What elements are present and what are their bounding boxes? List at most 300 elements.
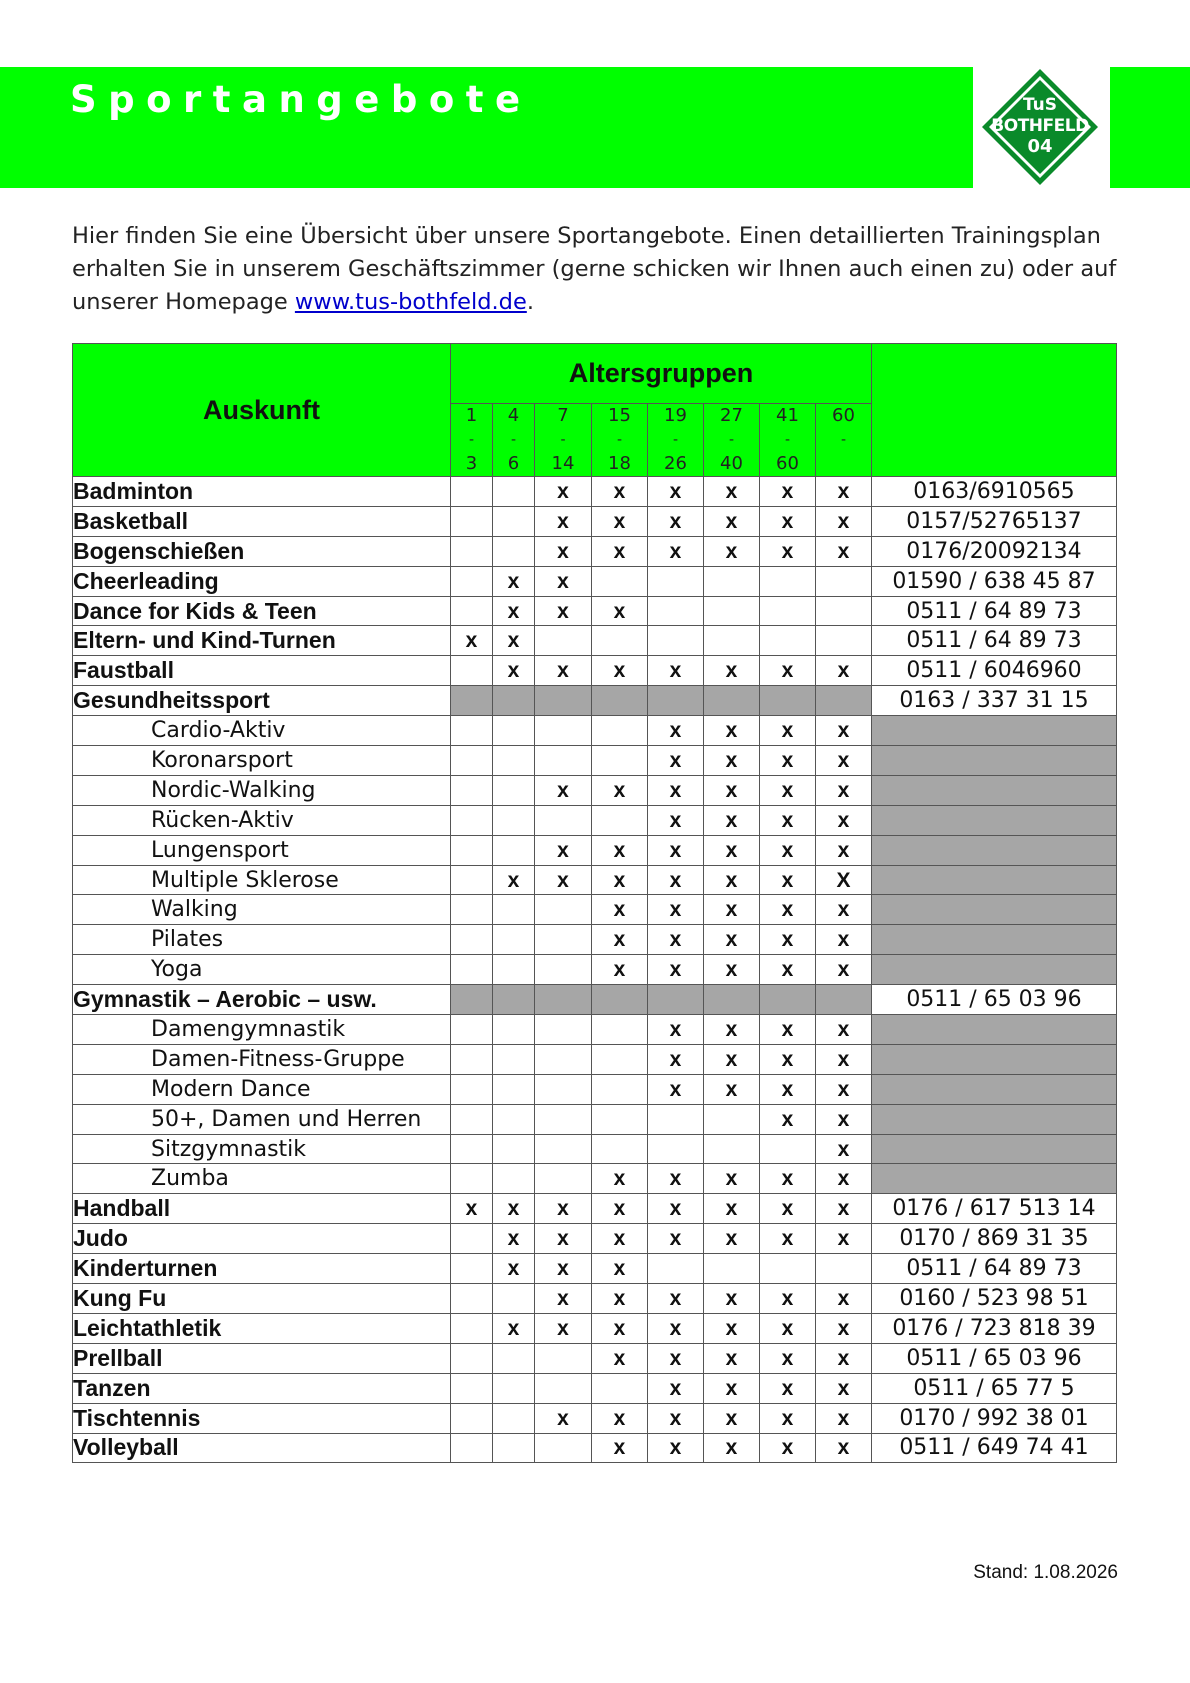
age-mark-cell: x (816, 1015, 872, 1045)
age-mark-cell: x (704, 1164, 760, 1194)
age-mark-cell (816, 596, 872, 626)
age-mark-cell: x (760, 865, 816, 895)
age-mark-cell: x (760, 1433, 816, 1463)
age-mark-cell: x (648, 865, 704, 895)
age-mark-cell (451, 746, 493, 776)
age-mark-cell (451, 1015, 493, 1045)
age-mark-cell (493, 1074, 535, 1104)
age-mark-cell: x (648, 1074, 704, 1104)
age-mark-cell: x (535, 1403, 592, 1433)
table-row (73, 835, 1117, 865)
age-to: 60 (776, 453, 799, 474)
age-mark-cell (816, 1254, 872, 1284)
phone-number: 0163/6910565 (872, 477, 1117, 507)
age-mark-cell: x (816, 1373, 872, 1403)
age-mark-cell: x (760, 536, 816, 566)
age-mark-cell (493, 716, 535, 746)
age-mark-cell: x (704, 1284, 760, 1314)
sport-name: Cheerleading (73, 566, 451, 596)
age-mark-cell (648, 1254, 704, 1284)
age-mark-cell: x (535, 1194, 592, 1224)
table-row (73, 1194, 1117, 1224)
age-mark-cell: x (648, 1044, 704, 1074)
age-mark-cell (493, 746, 535, 776)
age-mark-cell: x (760, 1284, 816, 1314)
age-mark-cell: x (592, 895, 648, 925)
age-mark-cell: x (816, 895, 872, 925)
age-mark-cell (535, 1104, 592, 1134)
age-group-header: 4 - 6 (493, 404, 535, 477)
column-header-phone (872, 344, 1117, 477)
age-mark-cell: x (648, 1164, 704, 1194)
age-mark-cell: x (760, 1224, 816, 1254)
sub-sport-name: Nordic-Walking (73, 775, 451, 805)
age-mark-cell (592, 985, 648, 1015)
table-row (73, 536, 1117, 566)
age-mark-cell (451, 925, 493, 955)
age-mark-cell: x (760, 775, 816, 805)
age-mark-cell: x (648, 925, 704, 955)
club-logo (976, 63, 1104, 191)
age-mark-cell: x (535, 1224, 592, 1254)
age-mark-cell: x (816, 656, 872, 686)
sport-name: Leichtathletik (73, 1313, 451, 1343)
age-mark-cell (451, 775, 493, 805)
age-mark-cell (493, 775, 535, 805)
age-mark-cell (592, 686, 648, 716)
age-mark-cell (592, 1134, 648, 1164)
age-mark-cell: x (704, 1403, 760, 1433)
age-mark-cell: x (816, 775, 872, 805)
table-row (73, 746, 1117, 776)
age-mark-cell: x (760, 895, 816, 925)
age-mark-cell: x (648, 1224, 704, 1254)
age-mark-cell: x (704, 1015, 760, 1045)
phone-number: 0511 / 64 89 73 (872, 626, 1117, 656)
age-mark-cell (535, 1433, 592, 1463)
age-mark-cell: x (816, 746, 872, 776)
age-mark-cell (451, 1343, 493, 1373)
phone-number: 0176 / 723 818 39 (872, 1313, 1117, 1343)
age-from: 41 (776, 405, 799, 426)
age-mark-cell (493, 686, 535, 716)
age-mark-cell (535, 686, 592, 716)
age-mark-cell: x (816, 1104, 872, 1134)
age-mark-cell (592, 716, 648, 746)
age-mark-cell: x (592, 596, 648, 626)
phone-number: 0176/20092134 (872, 536, 1117, 566)
age-mark-cell (493, 1284, 535, 1314)
age-mark-cell (704, 1104, 760, 1134)
age-mark-cell (451, 1373, 493, 1403)
age-mark-cell: x (535, 536, 592, 566)
age-mark-cell (535, 716, 592, 746)
phone-number (872, 805, 1117, 835)
age-mark-cell (760, 566, 816, 596)
age-mark-cell: x (816, 925, 872, 955)
table-row (73, 1015, 1117, 1045)
sport-name: Faustball (73, 656, 451, 686)
age-mark-cell: x (648, 1194, 704, 1224)
age-mark-cell: x (760, 1313, 816, 1343)
age-mark-cell: x (760, 1164, 816, 1194)
age-mark-cell (816, 985, 872, 1015)
column-header-auskunft: Auskunft (73, 344, 451, 477)
table-row (73, 626, 1117, 656)
age-mark-cell (648, 596, 704, 626)
table-row (73, 1403, 1117, 1433)
age-mark-cell (592, 1015, 648, 1045)
age-mark-cell (451, 1134, 493, 1164)
age-mark-cell: x (535, 1313, 592, 1343)
sport-name: Bogenschießen (73, 536, 451, 566)
age-mark-cell: x (704, 1224, 760, 1254)
age-mark-cell (592, 805, 648, 835)
phone-number (872, 835, 1117, 865)
age-mark-cell (493, 1164, 535, 1194)
table-body (73, 477, 1117, 1463)
age-mark-cell (648, 626, 704, 656)
age-mark-cell (493, 1134, 535, 1164)
phone-number (872, 716, 1117, 746)
age-from: 7 (557, 405, 569, 426)
logo-text-tus: TuS (1022, 95, 1058, 115)
sport-name: Basketball (73, 506, 451, 536)
age-mark-cell: x (648, 775, 704, 805)
sport-name: Tanzen (73, 1373, 451, 1403)
age-mark-cell: x (592, 1254, 648, 1284)
age-mark-cell (451, 835, 493, 865)
age-mark-cell: x (760, 1074, 816, 1104)
age-mark-cell: x (648, 1403, 704, 1433)
age-mark-cell: x (648, 536, 704, 566)
phone-number (872, 955, 1117, 985)
age-mark-cell (760, 686, 816, 716)
table-row (73, 925, 1117, 955)
age-mark-cell (760, 985, 816, 1015)
age-mark-cell: x (535, 775, 592, 805)
age-mark-cell: x (451, 626, 493, 656)
age-mark-cell: x (704, 1194, 760, 1224)
age-mark-cell: x (704, 1074, 760, 1104)
age-mark-cell: x (535, 477, 592, 507)
table-row (73, 596, 1117, 626)
age-mark-cell (648, 985, 704, 1015)
table-row (73, 1134, 1117, 1164)
age-mark-cell: x (816, 835, 872, 865)
age-mark-cell: x (592, 1224, 648, 1254)
sport-schedule-table (72, 343, 1117, 1463)
age-mark-cell: x (760, 506, 816, 536)
age-mark-cell (493, 835, 535, 865)
phone-number (872, 1044, 1117, 1074)
phone-number: 0160 / 523 98 51 (872, 1284, 1117, 1314)
age-mark-cell: x (704, 716, 760, 746)
table-row (73, 716, 1117, 746)
age-mark-cell: x (760, 1015, 816, 1045)
age-mark-cell (493, 506, 535, 536)
age-group-header: 60 - (816, 404, 872, 477)
intro-text: Hier finden Sie eine Übersicht über unsere Sportangebote. Einen detaillierten Trainingsplan erhalten Sie in unserem Geschäftszimmer (gerne schicken wir Ihnen auch einen zu) oder auf unserer Homepage (72, 223, 1117, 315)
phone-number: 0511 / 64 89 73 (872, 596, 1117, 626)
age-mark-cell: x (648, 1343, 704, 1373)
age-from: 60 (832, 405, 855, 426)
table-row (73, 656, 1117, 686)
age-mark-cell: x (493, 656, 535, 686)
age-mark-cell: x (760, 477, 816, 507)
table-row (73, 1284, 1117, 1314)
sport-name: Eltern- und Kind-Turnen (73, 626, 451, 656)
age-mark-cell (592, 1044, 648, 1074)
age-mark-cell (760, 1254, 816, 1284)
age-mark-cell (451, 536, 493, 566)
phone-number: 0511 / 6046960 (872, 656, 1117, 686)
age-mark-cell (535, 1015, 592, 1045)
age-mark-cell (451, 1433, 493, 1463)
age-mark-cell (535, 1044, 592, 1074)
age-mark-cell (535, 1074, 592, 1104)
age-mark-cell: x (704, 1433, 760, 1463)
sport-name: Kinderturnen (73, 1254, 451, 1284)
logo-text-04: 04 (1027, 136, 1053, 157)
age-mark-cell: x (816, 536, 872, 566)
age-mark-cell (704, 566, 760, 596)
age-mark-cell: x (493, 1194, 535, 1224)
age-to: 40 (720, 453, 743, 474)
age-mark-cell (535, 925, 592, 955)
table-row (73, 506, 1117, 536)
age-mark-cell: X (816, 865, 872, 895)
phone-number (872, 746, 1117, 776)
age-to: 18 (608, 453, 631, 474)
age-mark-cell (535, 1164, 592, 1194)
age-mark-cell (648, 1104, 704, 1134)
age-mark-cell: x (816, 1074, 872, 1104)
age-mark-cell (535, 1343, 592, 1373)
sport-name: Kung Fu (73, 1284, 451, 1314)
age-group-header: 27 - 40 (704, 404, 760, 477)
header-banner-right (1110, 67, 1190, 188)
age-mark-cell (451, 506, 493, 536)
age-mark-cell (704, 596, 760, 626)
age-mark-cell (451, 1403, 493, 1433)
age-mark-cell: x (648, 1373, 704, 1403)
age-mark-cell (493, 1403, 535, 1433)
phone-number (872, 865, 1117, 895)
age-mark-cell: x (704, 1313, 760, 1343)
age-mark-cell (592, 1074, 648, 1104)
age-mark-cell: x (704, 895, 760, 925)
age-mark-cell: x (592, 835, 648, 865)
phone-number: 0170 / 992 38 01 (872, 1403, 1117, 1433)
phone-number (872, 1104, 1117, 1134)
age-mark-cell (592, 746, 648, 776)
age-mark-cell: x (493, 1313, 535, 1343)
age-mark-cell: x (816, 1044, 872, 1074)
age-mark-cell: x (648, 1284, 704, 1314)
table-row (73, 775, 1117, 805)
age-mark-cell: x (592, 1284, 648, 1314)
age-mark-cell (493, 477, 535, 507)
age-mark-cell (535, 985, 592, 1015)
age-mark-cell (648, 686, 704, 716)
age-group-header: 15 - 18 (592, 404, 648, 477)
age-mark-cell: x (648, 1433, 704, 1463)
table-row (73, 1044, 1117, 1074)
age-mark-cell: x (493, 1224, 535, 1254)
age-mark-cell (535, 746, 592, 776)
age-mark-cell: x (760, 1104, 816, 1134)
phone-number: 0511 / 649 74 41 (872, 1433, 1117, 1463)
sub-sport-name: Lungensport (73, 835, 451, 865)
age-mark-cell: x (704, 865, 760, 895)
age-mark-cell: x (648, 895, 704, 925)
age-mark-cell (535, 895, 592, 925)
age-mark-cell (535, 626, 592, 656)
age-mark-cell: x (816, 1224, 872, 1254)
age-to: 26 (664, 453, 687, 474)
age-mark-cell (816, 626, 872, 656)
age-mark-cell: x (704, 1343, 760, 1373)
age-mark-cell (535, 1134, 592, 1164)
age-mark-cell (592, 1373, 648, 1403)
age-mark-cell: x (648, 805, 704, 835)
sport-name: Dance for Kids & Teen (73, 596, 451, 626)
sub-sport-name: Rücken-Aktiv (73, 805, 451, 835)
age-mark-cell: x (704, 656, 760, 686)
sub-sport-name: Modern Dance (73, 1074, 451, 1104)
sport-name: Judo (73, 1224, 451, 1254)
sub-sport-name: Multiple Sklerose (73, 865, 451, 895)
age-mark-cell (535, 1373, 592, 1403)
age-to: 14 (551, 453, 575, 474)
age-mark-cell: x (760, 1044, 816, 1074)
age-mark-cell: x (816, 506, 872, 536)
table-row (73, 686, 1117, 716)
age-mark-cell (493, 925, 535, 955)
age-mark-cell: x (816, 1134, 872, 1164)
age-mark-cell: x (592, 477, 648, 507)
age-mark-cell: x (760, 656, 816, 686)
age-mark-cell: x (760, 716, 816, 746)
age-mark-cell (704, 1254, 760, 1284)
age-mark-cell: x (816, 1343, 872, 1373)
age-mark-cell (493, 1433, 535, 1463)
age-mark-cell: x (535, 656, 592, 686)
age-mark-cell: x (760, 805, 816, 835)
age-mark-cell (592, 1104, 648, 1134)
age-mark-cell: x (816, 1403, 872, 1433)
page-title: Sportangebote (70, 78, 532, 121)
age-mark-cell (493, 955, 535, 985)
age-mark-cell (451, 656, 493, 686)
sub-sport-name: Damen-Fitness-Gruppe (73, 1044, 451, 1074)
phone-number: 0511 / 65 03 96 (872, 1343, 1117, 1373)
age-mark-cell: x (592, 1194, 648, 1224)
phone-number (872, 1164, 1117, 1194)
age-mark-cell: x (704, 1373, 760, 1403)
table-row (73, 865, 1117, 895)
phone-number: 0163 / 337 31 15 (872, 686, 1117, 716)
age-mark-cell: x (760, 955, 816, 985)
phone-number: 0511 / 65 77 5 (872, 1373, 1117, 1403)
age-mark-cell: x (648, 746, 704, 776)
sport-name: Handball (73, 1194, 451, 1224)
table-row (73, 1254, 1117, 1284)
age-mark-cell (493, 536, 535, 566)
age-mark-cell: x (816, 955, 872, 985)
age-mark-cell (493, 985, 535, 1015)
age-mark-cell (451, 955, 493, 985)
sub-sport-name: Damengymnastik (73, 1015, 451, 1045)
sub-sport-name: Walking (73, 895, 451, 925)
table-row (73, 1313, 1117, 1343)
age-mark-cell (451, 865, 493, 895)
age-mark-cell: x (493, 596, 535, 626)
age-mark-cell (451, 895, 493, 925)
phone-number (872, 895, 1117, 925)
age-mark-cell (704, 985, 760, 1015)
age-mark-cell (451, 1164, 493, 1194)
intro-paragraph (72, 220, 1132, 319)
sport-name: Gymnastik – Aerobic – usw. (73, 985, 451, 1015)
age-mark-cell: x (535, 865, 592, 895)
age-mark-cell: x (592, 865, 648, 895)
phone-number: 0511 / 65 03 96 (872, 985, 1117, 1015)
sub-sport-name: Yoga (73, 955, 451, 985)
age-mark-cell: x (760, 1403, 816, 1433)
age-mark-cell (760, 626, 816, 656)
phone-number: 0170 / 869 31 35 (872, 1224, 1117, 1254)
table-row (73, 1373, 1117, 1403)
age-mark-cell (493, 1343, 535, 1373)
age-from: 27 (720, 405, 743, 426)
age-mark-cell (648, 1134, 704, 1164)
age-mark-cell: x (592, 1433, 648, 1463)
age-mark-cell: x (816, 1164, 872, 1194)
table-row (73, 1164, 1117, 1194)
stand-date: Stand: 1.08.2026 (973, 1562, 1118, 1583)
age-mark-cell: x (760, 746, 816, 776)
age-mark-cell: x (760, 1343, 816, 1373)
age-mark-cell: x (535, 596, 592, 626)
sub-sport-name: Zumba (73, 1164, 451, 1194)
age-mark-cell (451, 596, 493, 626)
homepage-link[interactable]: www.tus-bothfeld.de (294, 289, 527, 315)
age-mark-cell: x (451, 1194, 493, 1224)
age-mark-cell: x (816, 716, 872, 746)
age-mark-cell: x (648, 1015, 704, 1045)
table-row (73, 895, 1117, 925)
age-mark-cell (493, 1015, 535, 1045)
age-mark-cell: x (592, 955, 648, 985)
sport-name: Volleyball (73, 1433, 451, 1463)
age-mark-cell: x (816, 1433, 872, 1463)
sub-sport-name: Cardio-Aktiv (73, 716, 451, 746)
age-mark-cell (535, 805, 592, 835)
age-mark-cell: x (704, 1044, 760, 1074)
age-mark-cell: x (648, 656, 704, 686)
age-mark-cell: x (592, 1164, 648, 1194)
age-mark-cell (493, 1104, 535, 1134)
age-mark-cell: x (816, 1194, 872, 1224)
age-mark-cell: x (592, 1313, 648, 1343)
age-mark-cell: x (592, 925, 648, 955)
age-mark-cell: x (493, 1254, 535, 1284)
table-row (73, 955, 1117, 985)
phone-number: 0157/52765137 (872, 506, 1117, 536)
age-mark-cell (704, 626, 760, 656)
